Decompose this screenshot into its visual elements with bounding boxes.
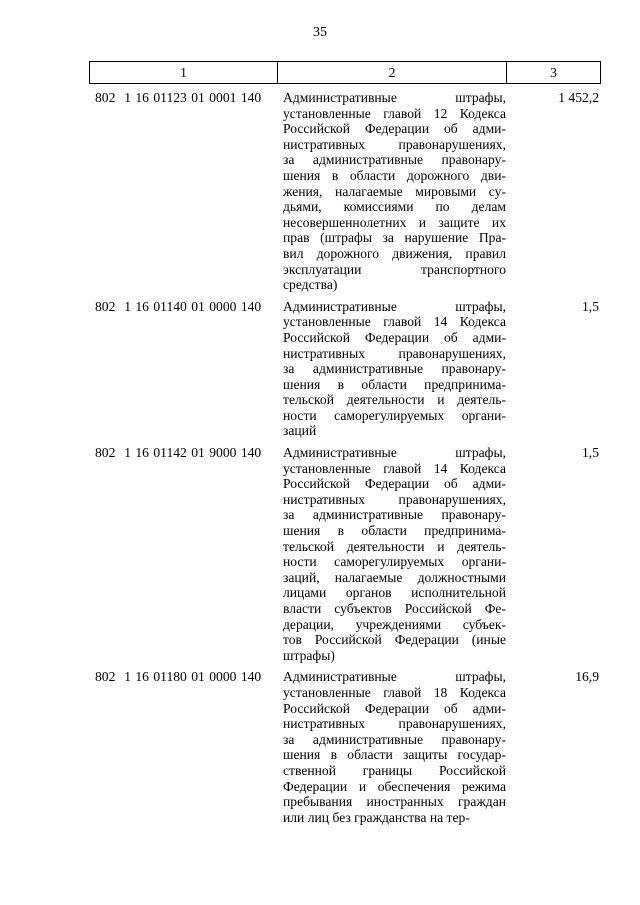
description-line: шения в области предпринима-	[283, 376, 506, 392]
description-line: шения в области предпринима-	[283, 523, 506, 539]
table-row	[89, 299, 601, 439]
description-line: Российской Федерации об адми-	[283, 329, 506, 345]
description-line: нистративных правонарушениях,	[283, 345, 506, 361]
description-line: за административные правонару-	[283, 507, 506, 523]
description-line: тельской деятельности и деятель-	[283, 392, 506, 408]
table-row	[89, 445, 601, 663]
table-body	[89, 90, 601, 825]
description-line: Административные штрафы,	[283, 298, 506, 314]
budget-code: 802 1 16 01140 01 0000 140	[95, 298, 262, 314]
description-line: эксплуатации транспортного	[283, 261, 506, 277]
budget-code: 802 1 16 01180 01 0000 140	[95, 669, 262, 685]
description-line: ности саморегулируемых органи-	[283, 554, 506, 570]
description-line: шения в области защиты государ-	[283, 747, 506, 763]
description-line: пребывания иностранных граждан	[283, 794, 506, 810]
column-header-2: 2	[278, 62, 507, 83]
budget-code: 802 1 16 01142 01 9000 140	[95, 445, 262, 461]
revenue-description	[277, 445, 506, 663]
description-line: дерации, учреждениями субъек-	[283, 616, 506, 632]
description-line: нистративных правонарушениях,	[283, 716, 506, 732]
description-line: лицами органов исполнительной	[283, 585, 506, 601]
description-line: Федерации и обеспечения режима	[283, 778, 506, 794]
description-line: вил дорожного движения, правил	[283, 245, 506, 261]
table-row	[89, 669, 601, 825]
description-line: установленные главой 14 Кодекса	[283, 460, 506, 476]
revenue-description	[277, 669, 506, 825]
description-line: заций, налагаемые должностными	[283, 569, 506, 585]
description-line: Административные штрафы,	[283, 445, 506, 461]
description-line: установленные главой 12 Кодекса	[283, 105, 506, 121]
amount-value: 1,5	[582, 298, 599, 314]
budget-code: 802 1 16 01123 01 0001 140	[95, 90, 262, 105]
description-line: за административные правонару-	[283, 731, 506, 747]
revenue-description	[277, 299, 506, 439]
description-line: ности саморегулируемых органи-	[283, 407, 506, 423]
description-line: тов Российской Федерации (иные	[283, 632, 506, 648]
description-line: Административные штрафы,	[283, 90, 506, 105]
description-line: за административные правонару-	[283, 361, 506, 377]
description-line: несовершеннолетних и защите их	[283, 214, 506, 230]
description-line: средства)	[283, 277, 338, 293]
table-header-row	[89, 61, 601, 84]
column-header-1: 1	[90, 62, 278, 83]
description-line: установленные главой 14 Кодекса	[283, 314, 506, 330]
page-number: 35	[313, 25, 327, 40]
description-line: власти субъектов Российской Фе-	[283, 601, 506, 616]
description-line: жения, налагаемые мировыми су-	[283, 183, 506, 199]
amount-value: 1,5	[582, 445, 599, 461]
description-line: прав (штрафы за нарушение Пра-	[283, 230, 506, 246]
description-line: дьями, комиссиями по делам	[283, 199, 506, 215]
description-line: ственной границы Российской	[283, 762, 506, 778]
table-row	[89, 90, 601, 293]
description-line: Административные штрафы,	[283, 669, 506, 685]
description-line: шения в области дорожного дви-	[283, 167, 506, 183]
description-line: Российской Федерации об адми-	[283, 476, 506, 492]
description-line: тельской деятельности и деятель-	[283, 538, 506, 554]
description-line: Российской Федерации об адми-	[283, 700, 506, 716]
column-header-3: 3	[550, 64, 557, 80]
description-line: нистративных правонарушениях,	[283, 491, 506, 507]
amount-value: 16,9	[575, 669, 599, 685]
description-line: нистративных правонарушениях,	[283, 136, 506, 152]
description-line: установленные главой 18 Кодекса	[283, 684, 506, 700]
description-line: штрафы)	[283, 647, 335, 663]
revenue-table	[89, 61, 601, 825]
description-line: Российской Федерации об адми-	[283, 121, 506, 137]
amount-value: 1 452,2	[558, 90, 599, 105]
description-line: за административные правонару-	[283, 152, 506, 168]
description-line: заций	[283, 423, 317, 439]
revenue-description	[277, 90, 506, 293]
description-line: или лиц без гражданства на тер-	[283, 809, 470, 825]
